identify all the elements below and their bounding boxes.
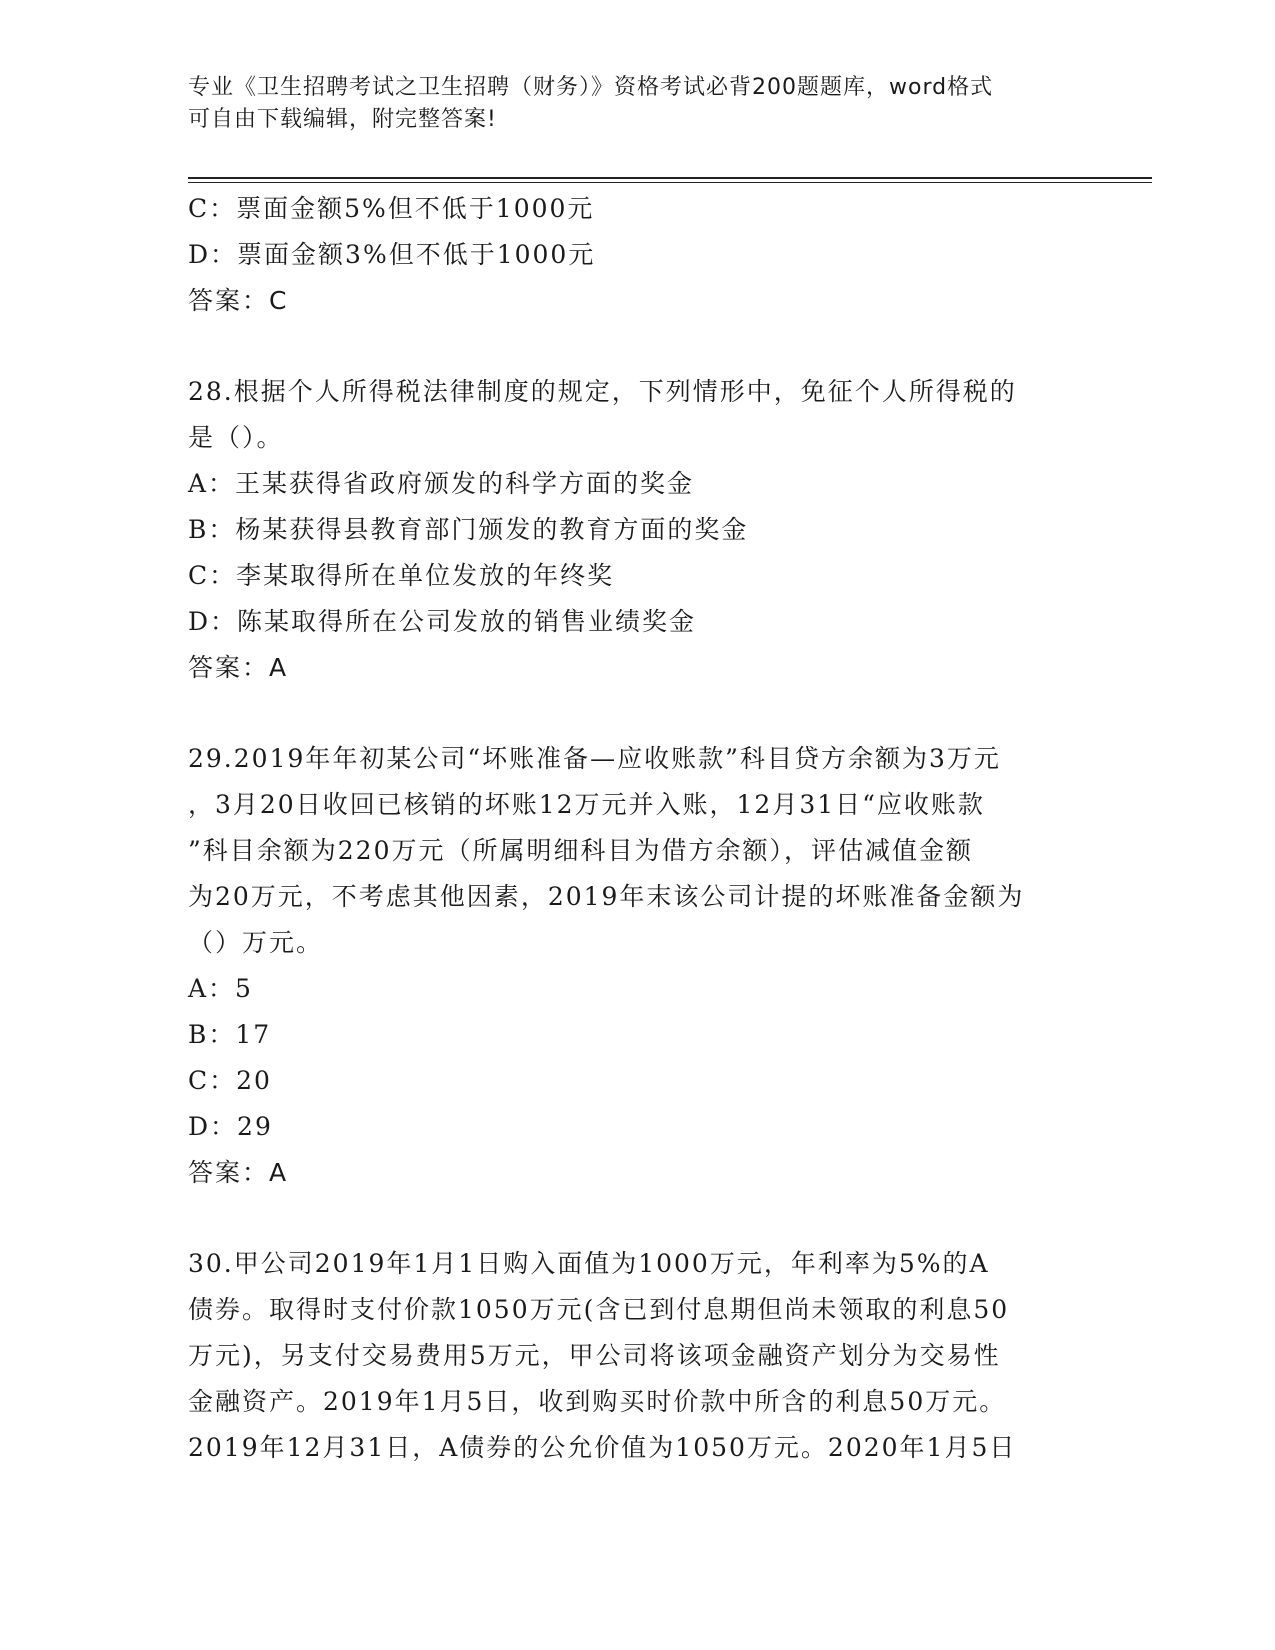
q27-answer: 答案：C [188, 286, 289, 315]
q29-stem-line-3: ”科目余额为220万元（所属明细科目为借方余额），评估减值金额 [188, 836, 974, 865]
q27-option-c: C：票面金额5%但不低于1000元 [188, 194, 595, 223]
q29-option-b: B：17 [188, 1020, 272, 1049]
question-27 [188, 186, 1088, 324]
q28-answer: 答案：A [188, 653, 289, 682]
q28-option-d: D：陈某取得所在公司发放的销售业绩奖金 [188, 607, 697, 636]
header-title-line-1: 专业《卫生招聘考试之卫生招聘（财务）》资格考试必背200题题库，word格式 [188, 75, 994, 100]
q29-stem-line-1: 29.2019年年初某公司“坏账准备—应收账款”科目贷方余额为3万元 [188, 744, 1001, 773]
q28-option-c: C：李某取得所在单位发放的年终奖 [188, 561, 615, 590]
q29-option-d: D：29 [188, 1112, 273, 1141]
q30-stem-line-5: 2019年12月31日，A债券的公允价值为1050万元。2020年1月5日 [188, 1433, 1017, 1462]
header-divider-thin [188, 182, 1152, 183]
q29-stem-line-5: （）万元。 [188, 928, 324, 957]
q28-option-a: A：王某获得省政府颁发的科学方面的奖金 [188, 469, 695, 498]
question-30 [188, 1241, 1088, 1471]
q29-stem-line-4: 为20万元，不考虑其他因素，2019年末该公司计提的坏账准备金额为 [188, 882, 1025, 911]
document-header [188, 72, 1088, 136]
question-29 [188, 736, 1088, 1196]
q29-option-a: A：5 [188, 974, 253, 1003]
q30-stem-line-1: 30.甲公司2019年1月1日购入面值为1000万元，年利率为5%的A [188, 1249, 990, 1278]
q28-stem-line-1: 28.根据个人所得税法律制度的规定，下列情形中，免征个人所得税的 [188, 377, 1017, 406]
q30-stem-line-2: 债券。取得时支付价款1050万元(含已到付息期但尚未领取的利息50 [188, 1295, 1010, 1324]
q30-stem-line-4: 金融资产。2019年1月5日，收到购买时价款中所含的利息50万元。 [188, 1387, 1007, 1416]
spacer [188, 691, 1088, 736]
document-body [188, 186, 1088, 1471]
q28-stem-line-2: 是（）。 [188, 423, 284, 452]
q29-stem-line-2: ，3月20日收回已核销的坏账12万元并入账，12月31日“应收账款 [188, 790, 985, 819]
header-title-line-2: 可自由下载编辑，附完整答案! [188, 107, 497, 132]
spacer [188, 324, 1088, 369]
q30-stem-line-3: 万元)，另支付交易费用5万元，甲公司将该项金融资产划分为交易性 [188, 1341, 1001, 1370]
q28-option-b: B：杨某获得县教育部门颁发的教育方面的奖金 [188, 515, 749, 544]
q29-answer: 答案：A [188, 1158, 289, 1187]
header-divider-thick [188, 177, 1152, 179]
q27-option-d: D：票面金额3%但不低于1000元 [188, 240, 596, 269]
question-28 [188, 369, 1088, 691]
q29-option-c: C：20 [188, 1066, 272, 1095]
spacer [188, 1196, 1088, 1241]
